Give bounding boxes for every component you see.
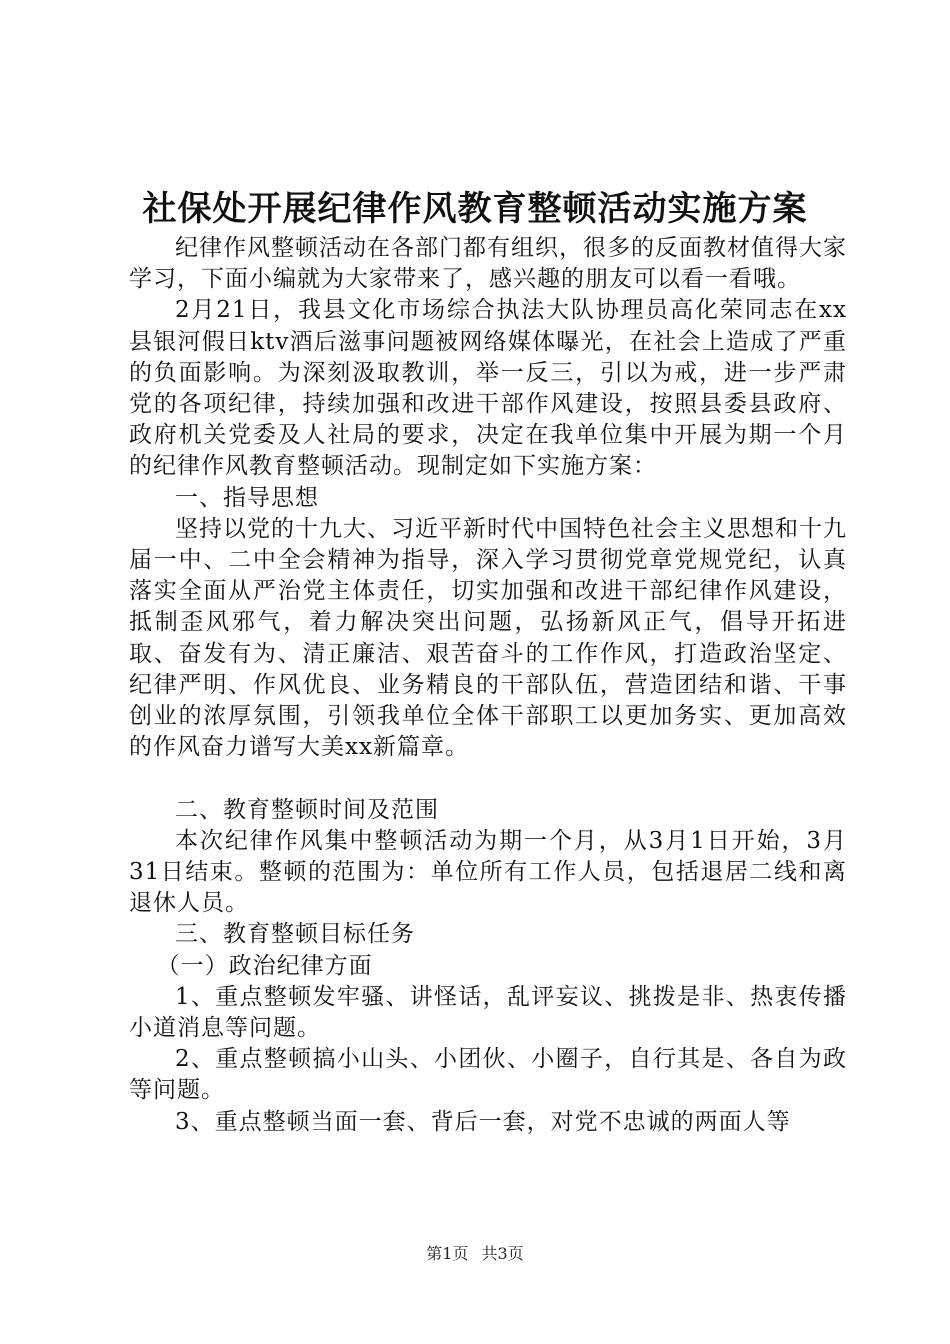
list-item: 2、重点整顿搞小山头、小团伙、小圈子，自行其是、各自为政等问题。: [129, 1046, 847, 1104]
document-body: [129, 233, 847, 1138]
section-heading-guiding-ideology: 一、指导思想: [175, 484, 319, 511]
list-item: 1、重点整顿发牢骚、讲怪话，乱评妄议、挑拨是非、热衷传播小道消息等问题。: [129, 983, 847, 1042]
paragraph-spacer: [129, 763, 847, 794]
section-heading-objectives: 三、教育整顿目标任务: [175, 921, 415, 948]
intro-paragraph: 纪律作风整顿活动在各部门都有组织，很多的反面教材值得大家学习，下面小编就为大家带来了，感兴趣的朋友可以看一看哦。: [129, 235, 847, 293]
guiding-ideology-paragraph: 坚持以党的十九大、习近平新时代中国特色社会主义思想和十九届一中、二中全会精神为指导，深入学习贯彻党章党规党纪，认真落实全面从严治党主体责任，切实加强和改进干部纪律作风建设，抵制歪风邪气，着力解决突出问题，弘扬新风正气，倡导开拓进取、奋发有为、清正廉洁、艰苦奋斗的工作作风，打造政治坚定、纪律严明、作风优良、业务精良的干部队伍，营造团结和谐、干事创业的浓厚氛围，引领我单位全体干部职工以更加务实、更加高效的作风奋力谱写大美xx新篇章。: [129, 515, 847, 761]
page-footer: [0, 1242, 950, 1266]
list-item: 3、重点整顿当面一套、背后一套，对党不忠诚的两面人等: [175, 1108, 791, 1135]
document-title: 社保处开展纪律作风教育整顿活动实施方案: [142, 189, 808, 229]
background-paragraph: 2月21日，我县文化市场综合执法大队协理员高化荣同志在xx县银河假日ktv酒后滋事问题被网络媒体曝光，在社会上造成了严重的负面影响。为深刻汲取教训，举一反三，引以为戒，进一步严肃党的各项纪律，持续加强和改进干部作风建设，按照县委县政府、政府机关党委及人社局的要求，决定在我单位集中开展为期一个月的纪律作风教育整顿活动。现制定如下实施方案：: [129, 297, 847, 480]
time-scope-paragraph: 本次纪律作风集中整顿活动为期一个月，从3月1日开始，3月31日结束。整顿的范围为：单位所有工作人员，包括退居二线和离退休人员。: [129, 827, 847, 917]
page-number: 第1页: [426, 1244, 469, 1263]
section-heading-time-scope: 二、教育整顿时间及范围: [175, 796, 439, 823]
subsection-heading-political-discipline: （一）政治纪律方面: [156, 952, 373, 979]
page-total: 共3页: [481, 1244, 524, 1263]
